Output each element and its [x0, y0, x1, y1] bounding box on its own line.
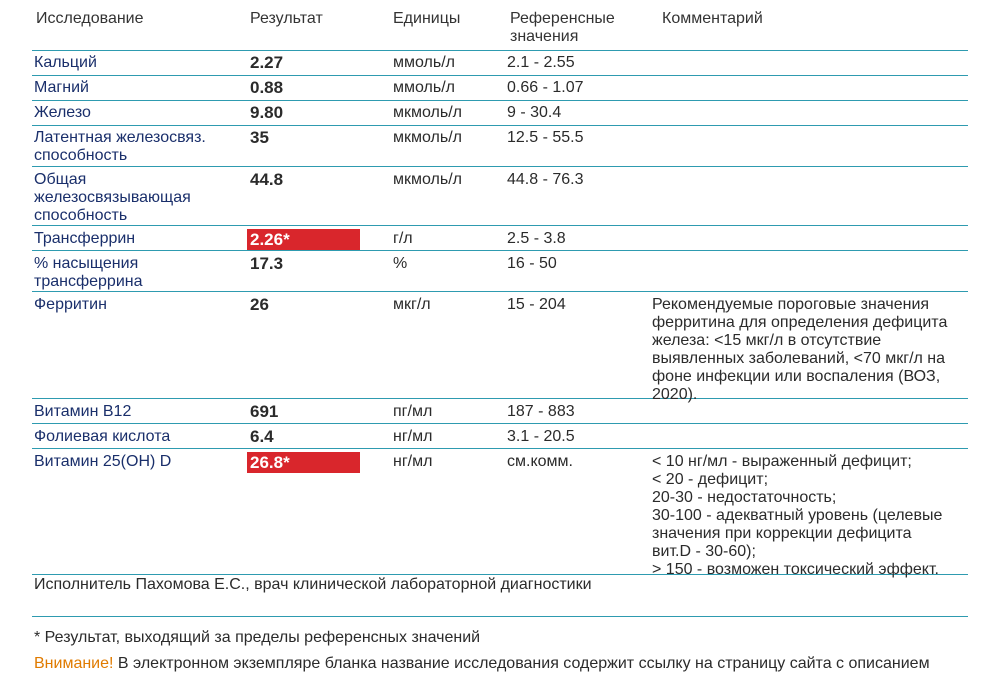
reference-range: 9 - 30.4 [507, 104, 562, 121]
comment-line: 20-30 - недостаточность; [652, 489, 837, 506]
row-divider [32, 225, 968, 226]
result-value: 0.88 [250, 78, 284, 97]
units: мкг/л [393, 296, 431, 313]
performer-line: Исполнитель Пахомова Е.С., врач клинической лабораторной диагностики [34, 576, 592, 593]
row-divider [32, 448, 968, 449]
study-name [34, 79, 244, 97]
warning-text: В электронном экземпляре бланка название исследования содержит ссылку на страницу сайта с описанием [113, 655, 930, 672]
study-name-line: Магний [34, 79, 89, 96]
row-divider [32, 291, 968, 292]
row-divider [32, 125, 968, 126]
result-value: 691 [250, 402, 279, 421]
study-name [34, 171, 244, 225]
row-divider [32, 50, 968, 51]
study-name [34, 428, 244, 446]
header-study: Исследование [36, 10, 144, 27]
comment-line: железа: <15 мкг/л в отсутствие [652, 332, 882, 349]
comment-line: > 150 - возможен токсический эффект. [652, 561, 939, 578]
comment-line: ферритина для определения дефицита [652, 314, 948, 331]
reference-range: 16 - 50 [507, 255, 557, 272]
warning-word: Внимание! [34, 655, 114, 672]
header-reference-line2: значения [510, 28, 579, 45]
study-name-line: Витамин B12 [34, 403, 132, 420]
comment-line: 30-100 - адекватный уровень (целевые [652, 507, 943, 524]
study-name [34, 296, 244, 314]
header-comment: Комментарий [662, 10, 763, 27]
footer-divider [32, 616, 968, 617]
reference-range: 3.1 - 20.5 [507, 428, 575, 445]
header-result: Результат [250, 10, 323, 27]
comment-line: < 20 - дефицит; [652, 471, 769, 488]
result-value: 17.3 [250, 254, 284, 273]
reference-range: 187 - 883 [507, 403, 575, 420]
study-name-line: железосвязывающая [34, 189, 191, 206]
reference-range: 44.8 - 76.3 [507, 171, 584, 188]
units: мкмоль/л [393, 129, 462, 146]
study-name-line: Латентная железосвяз. [34, 129, 206, 146]
units: нг/мл [393, 453, 433, 470]
study-name [34, 453, 244, 471]
result-value: 35 [250, 128, 269, 147]
result-value-flagged: 2.26* [247, 229, 360, 250]
study-name [34, 129, 244, 165]
comment-line: < 10 нг/мл - выраженный дефицит; [652, 453, 912, 470]
reference-range: 2.5 - 3.8 [507, 230, 566, 247]
units: ммоль/л [393, 79, 455, 96]
study-name-line: Фолиевая кислота [34, 428, 171, 445]
result-value: 44.8 [250, 170, 284, 189]
study-name-line: % насыщения [34, 255, 139, 272]
header-reference [510, 10, 640, 46]
warning-line [34, 655, 974, 673]
footnote: * Результат, выходящий за пределы референсных значений [34, 629, 481, 646]
study-name-line: способность [34, 207, 128, 224]
result-value: 26 [250, 295, 269, 314]
reference-range: 0.66 - 1.07 [507, 79, 584, 96]
study-name-line: Ферритин [34, 296, 107, 313]
units: мкмоль/л [393, 171, 462, 188]
reference-range: 2.1 - 2.55 [507, 54, 575, 71]
study-name [34, 230, 244, 248]
study-name-line: Трансферрин [34, 230, 136, 247]
header-units: Единицы [393, 10, 461, 27]
study-name-line: Витамин 25(OH) D [34, 453, 172, 470]
result-value: 2.27 [250, 53, 284, 72]
row-divider [32, 250, 968, 251]
row-divider [32, 75, 968, 76]
study-name [34, 403, 244, 421]
comment-line: Рекомендуемые пороговые значения [652, 296, 930, 313]
study-name-line: трансферрина [34, 273, 143, 290]
study-name-line: Кальций [34, 54, 97, 71]
units: пг/мл [393, 403, 433, 420]
units: нг/мл [393, 428, 433, 445]
result-value: 9.80 [250, 103, 284, 122]
comment-line: 2020). [652, 386, 698, 403]
result-value-flagged: 26.8* [247, 452, 360, 473]
reference-range: 12.5 - 55.5 [507, 129, 584, 146]
header-reference-line1: Референсные [510, 10, 615, 27]
study-name [34, 255, 244, 291]
result-value: 6.4 [250, 427, 274, 446]
study-name-line: способность [34, 147, 128, 164]
row-divider [32, 100, 968, 101]
study-name [34, 104, 244, 122]
units: г/л [393, 230, 413, 247]
comment-line: значения при коррекции дефицита [652, 525, 912, 542]
comment-line: вит.D - 30-60); [652, 543, 756, 560]
units: ммоль/л [393, 54, 455, 71]
comment-line: фоне инфекции или воспаления (ВОЗ, [652, 368, 941, 385]
study-name-line: Общая [34, 171, 87, 188]
reference-range: см.комм. [507, 453, 573, 470]
table-header [0, 10, 1000, 50]
comment-line: выявленных заболеваний, <70 мкг/л на [652, 350, 946, 367]
units: % [393, 255, 408, 272]
row-divider [32, 423, 968, 424]
row-divider [32, 166, 968, 167]
study-name [34, 54, 244, 72]
comment [652, 296, 970, 404]
units: мкмоль/л [393, 104, 462, 121]
reference-range: 15 - 204 [507, 296, 566, 313]
study-name-line: Железо [34, 104, 91, 121]
comment [652, 453, 970, 579]
